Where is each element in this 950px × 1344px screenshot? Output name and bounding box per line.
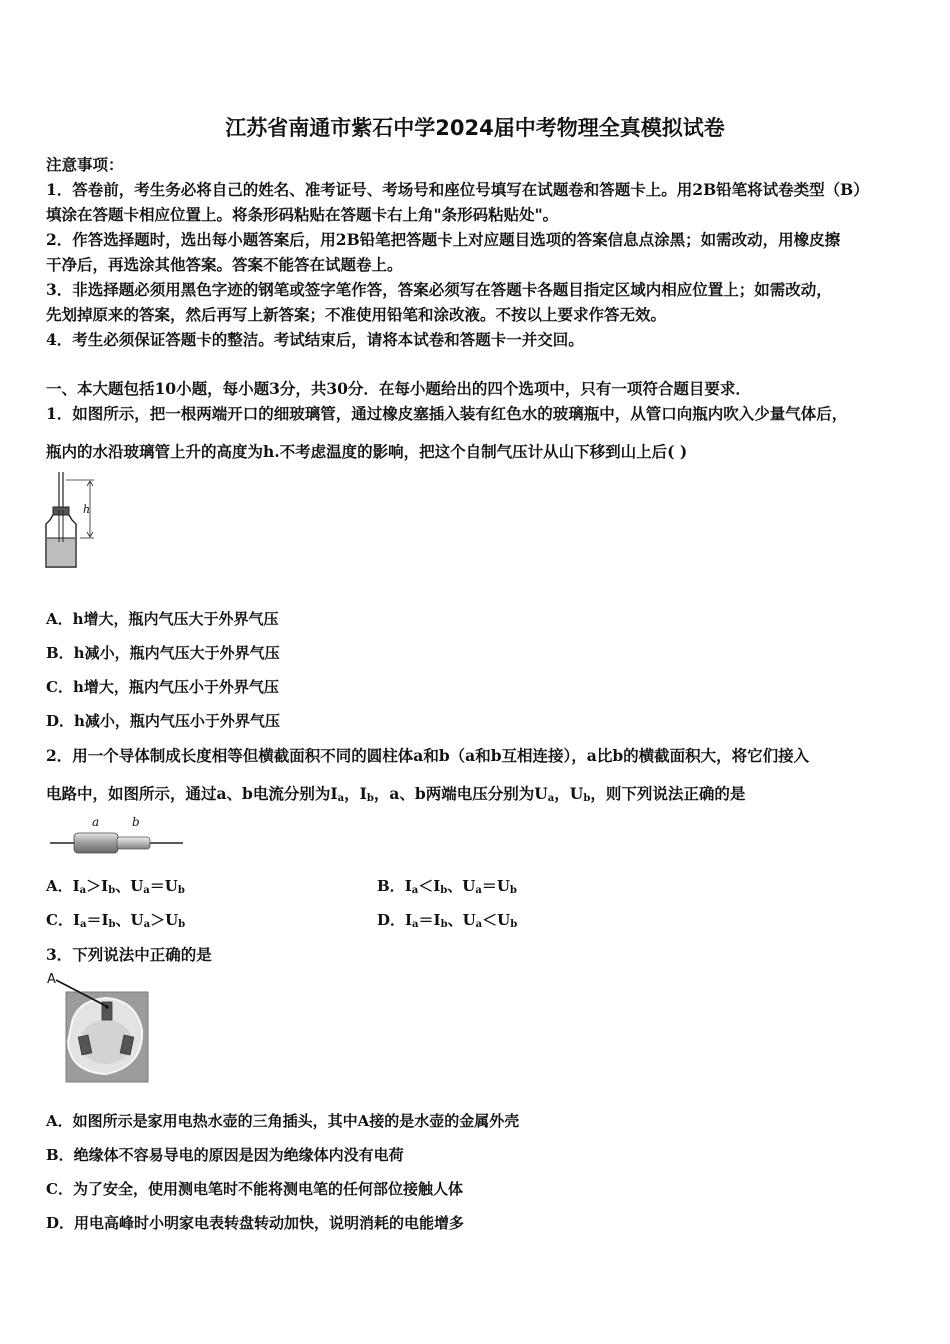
notice-line: 4．考生必须保证答题卡的整洁。考试结束后，请将本试卷和答题卡一并交回。 xyxy=(46,330,584,349)
notice-heading: 注意事项： xyxy=(46,155,124,174)
q1-option-d: D．h减小，瓶内气压小于外界气压 xyxy=(46,712,280,730)
barometer-bottle-figure xyxy=(40,470,110,575)
figure-label-A: A xyxy=(47,972,56,987)
conductor-figure xyxy=(48,812,208,857)
q2-option-a: A．$I_a>I_b$、$U_a=U_b$ xyxy=(46,877,185,896)
q2-stem-line1: 2．用一个导体制成长度相等但横截面积不同的圆柱体a和b（a和b互相连接），a比b的横截面积大，将它们接入 xyxy=(46,746,810,765)
figure-label-h: h xyxy=(83,503,91,516)
notice-line: 先划掉原来的答案，然后再写上新答案；不准使用铅笔和涂改液。不按以上要求作答无效。 xyxy=(46,305,667,324)
section-heading: 一、本大题包括10小题，每小题3分，共30分．在每小题给出的四个选项中，只有一项符合题目要求． xyxy=(46,379,751,398)
q3-option-b: B．绝缘体不容易导电的原因是因为绝缘体内没有电荷 xyxy=(46,1146,404,1164)
notice-line: 3．非选择题必须用黑色字迹的钢笔或签字笔作答，答案必须写在答题卡各题目指定区域内相应位置上；如需改动， xyxy=(46,280,832,299)
q1-option-b: B．h减小，瓶内气压大于外界气压 xyxy=(46,644,280,662)
notice-line: 2．作答选择题时，选出每小题答案后，用2B铅笔把答题卡上对应题目选项的答案信息点涂黑；如需改动，用橡皮擦 xyxy=(46,230,841,249)
q2-option-d: D．$I_a=I_b$、$U_a<U_b$ xyxy=(377,911,518,930)
figure-label-b: b xyxy=(132,815,140,829)
q3-option-c: C．为了安全，使用测电笔时不能将测电笔的任何部位接触人体 xyxy=(46,1180,463,1198)
q3-option-d: D．用电高峰时小明家电表转盘转动加快，说明消耗的电能增多 xyxy=(46,1214,465,1232)
q2-option-c: C．$I_a=I_b$、$U_a>U_b$ xyxy=(46,911,186,930)
q3-stem: 3．下列说法中正确的是 xyxy=(46,945,212,964)
q1-stem-line2: 瓶内的水沿玻璃管上升的高度为h.不考虑温度的影响，把这个自制气压计从山下移到山上后( ) xyxy=(46,442,688,461)
q3-option-a: A．如图所示是家用电热水壶的三角插头，其中A接的是水壶的金属外壳 xyxy=(46,1112,520,1130)
notice-line: 填涂在答题卡相应位置上。将条形码粘贴在答题卡右上角"条形码粘贴处"。 xyxy=(46,205,559,224)
page-title: 江苏省南通市紫石中学2024届中考物理全真模拟试卷 xyxy=(225,116,725,140)
q1-option-c: C．h增大，瓶内气压小于外界气压 xyxy=(46,678,279,696)
q2-stem-line2: 电路中，如图所示，通过a、b电流分别为$I_a$，$I_b$，a、b两端电压分别为$U_a$，$U_b$，则下列说法正确的是 xyxy=(46,784,746,804)
figure-label-a: a xyxy=(92,815,100,829)
three-pin-plug-figure xyxy=(44,970,154,1085)
q1-option-a: A．h增大，瓶内气压大于外界气压 xyxy=(46,610,279,628)
q1-stem-line1: 1．如图所示，把一根两端开口的细玻璃管，通过橡皮塞插入装有红色水的玻璃瓶中，从管口向瓶内吹入少量气体后， xyxy=(46,404,848,423)
q2-option-b: B．$I_a<I_b$、$U_a=U_b$ xyxy=(377,877,517,896)
notice-line: 干净后，再选涂其他答案。答案不能答在试题卷上。 xyxy=(46,255,403,274)
notice-line: 1．答卷前，考生务必将自己的姓名、准考证号、考场号和座位号填写在试题卷和答题卡上。用2B铅笔将试卷类型（B） xyxy=(46,180,869,199)
